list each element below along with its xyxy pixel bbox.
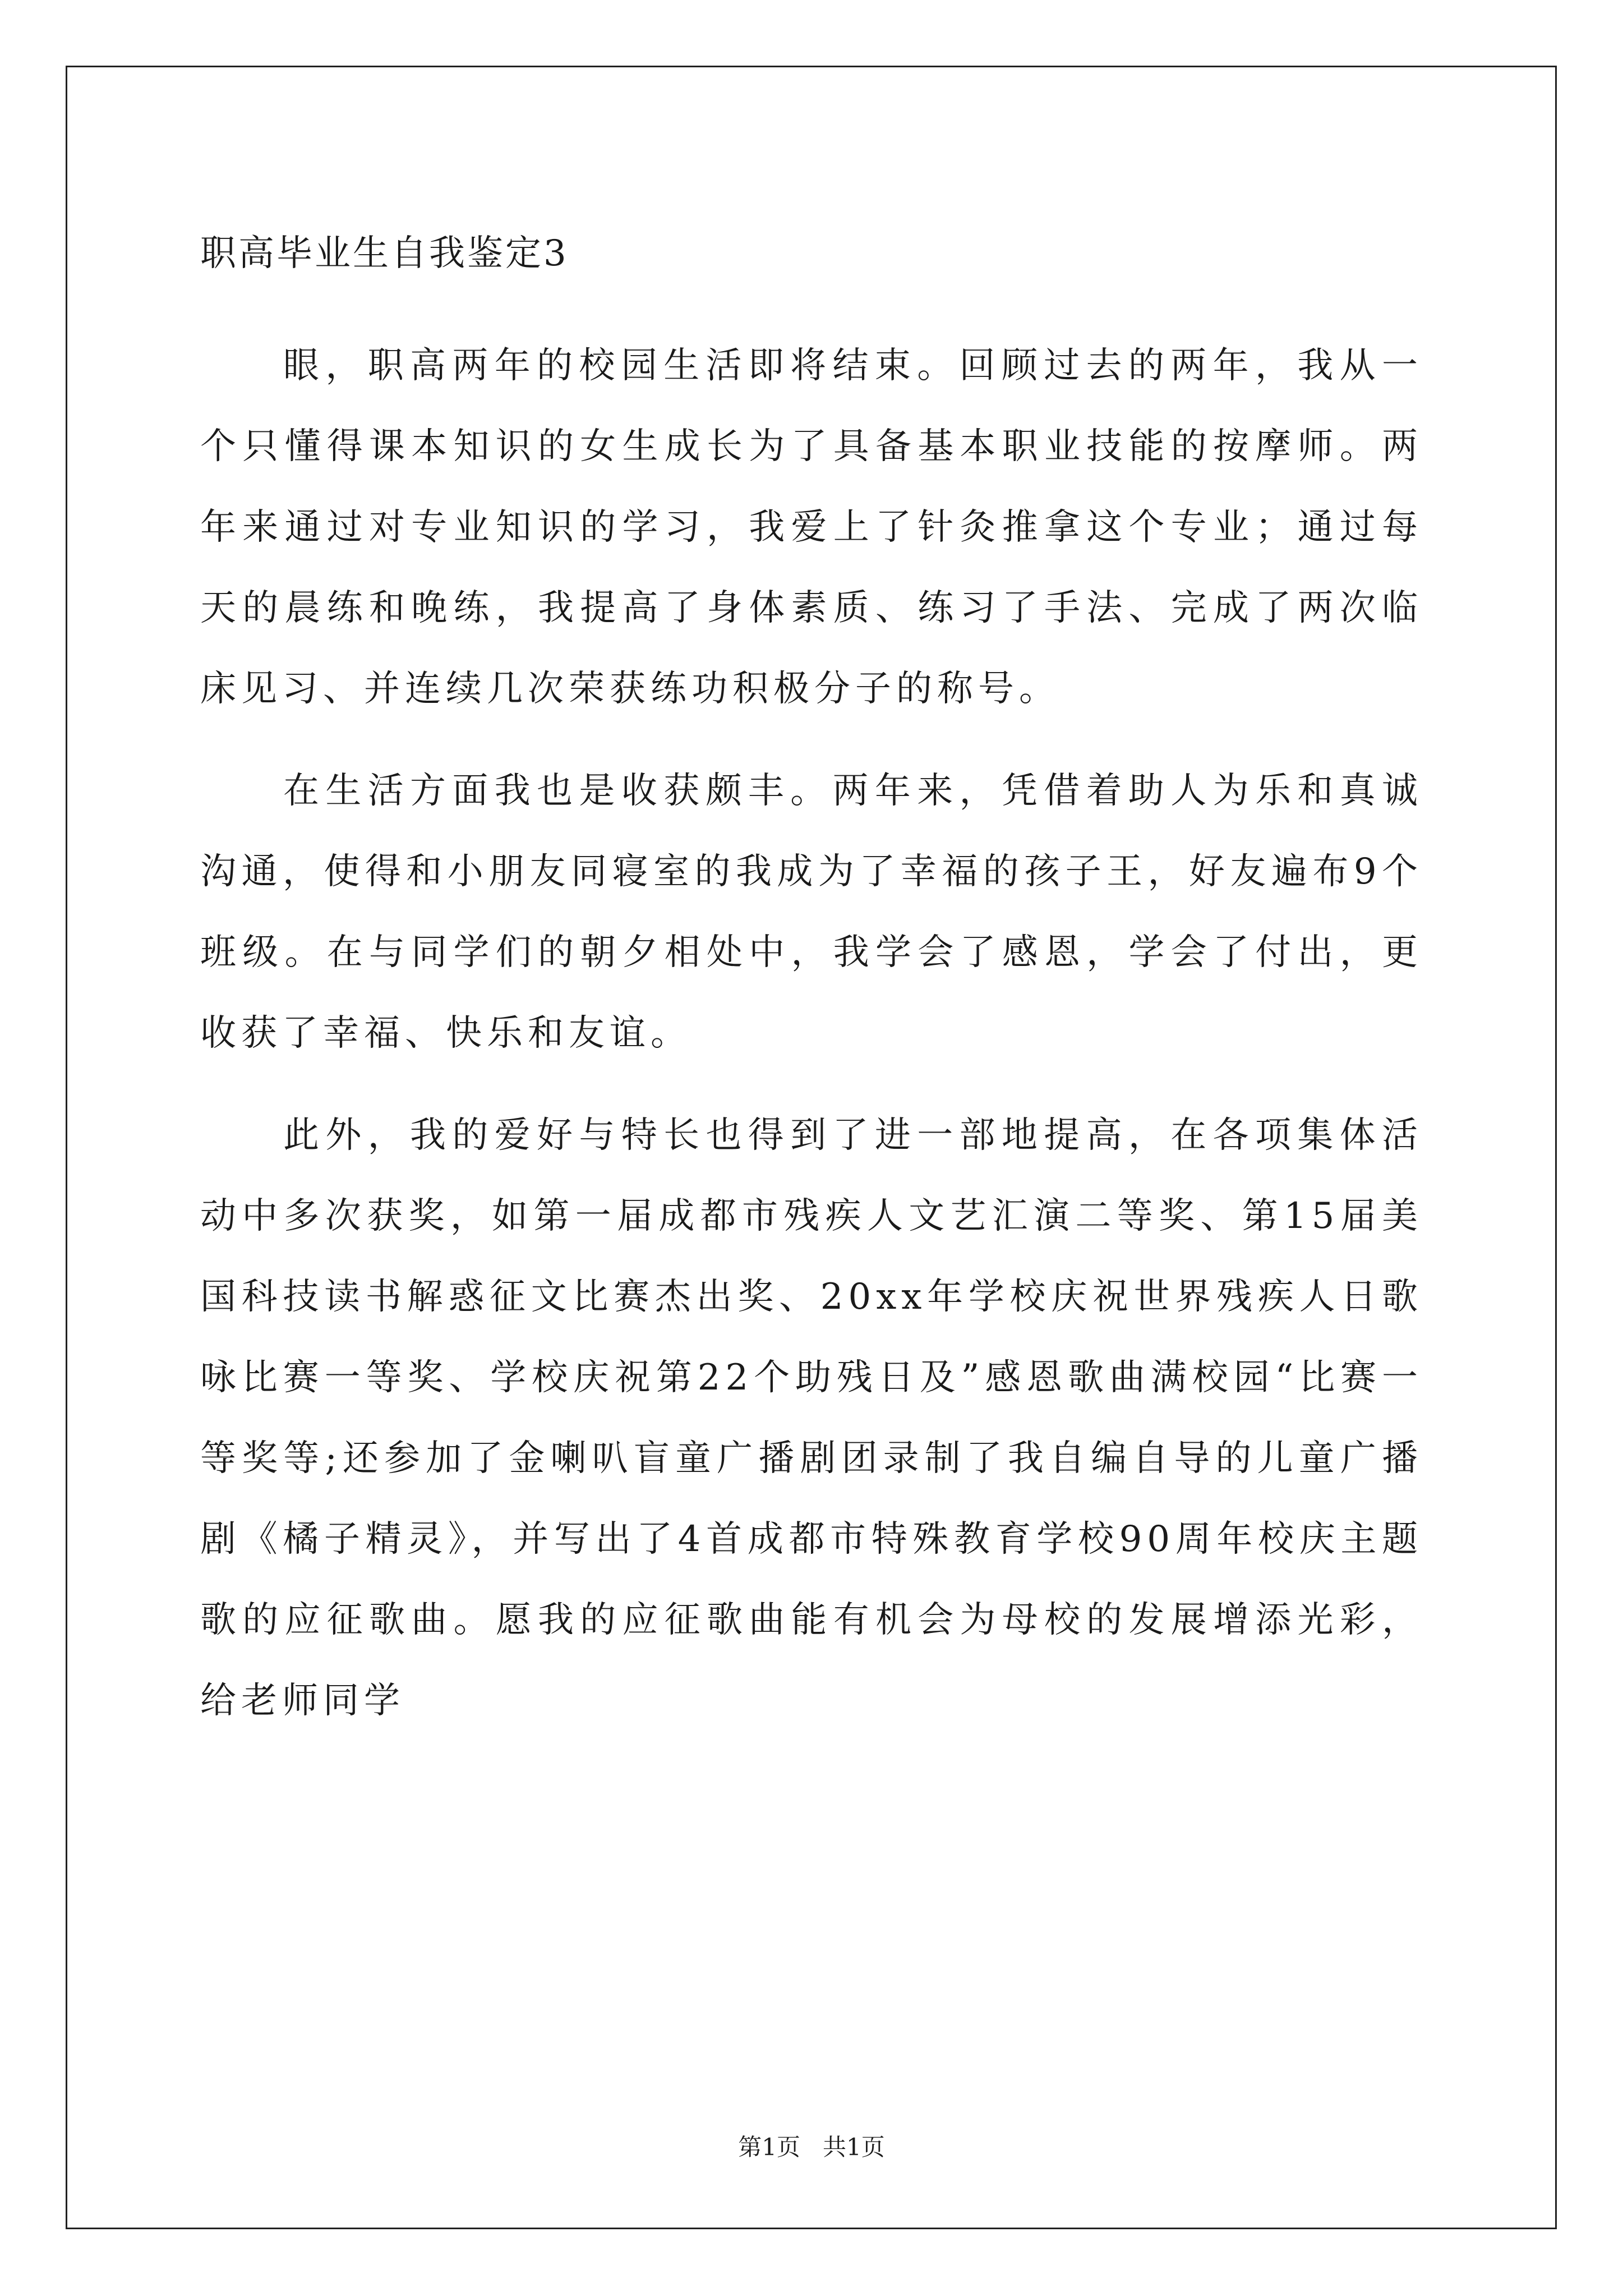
page-footer [0,2131,1623,2164]
document-title: 职高毕业生自我鉴定3 [200,233,569,274]
page-total: 共1页 [823,2133,885,2161]
paragraph-3: 此外，我的爱好与特长也得到了进一部地提高，在各项集体活动中多次获奖，如第一届成都市残疾人文艺汇演二等奖、第15届美国科技读书解惑征文比赛杰出奖、20xx年学校庆祝世界残疾人日歌咏比赛一等奖、学校庆祝第22个助残日及”感恩歌曲满校园“比赛一等奖等;还参加了金喇叭盲童广播剧团录制了我自编自导的儿童广播剧《橘子精灵》，并写出了4首成都市特殊教育学校90周年校庆主题歌的应征歌曲。愿我的应征歌曲能有机会为母校的发展增添光彩，给老师同学 [200,1115,1423,1722]
paragraph-1: 眼，职高两年的校园生活即将结束。回顾过去的两年，我从一个只懂得课本知识的女生成长为了具备基本职业技能的按摩师。两年来通过对专业知识的学习，我爱上了针灸推拿这个专业；通过每天的晨练和晚练，我提高了身体素质、练习了手法、完成了两次临床见习、并连续几次荣获练功积极分子的称号。 [200,345,1423,710]
page-number: 第1页 [738,2133,800,2161]
document-body [200,213,1423,1741]
paragraph-2: 在生活方面我也是收获颇丰。两年来，凭借着助人为乐和真诚沟通，使得和小朋友同寝室的我成为了幸福的孩子王，好友遍布9个班级。在与同学们的朝夕相处中，我学会了感恩，学会了付出，更收获了幸福、快乐和友谊。 [200,770,1423,1054]
